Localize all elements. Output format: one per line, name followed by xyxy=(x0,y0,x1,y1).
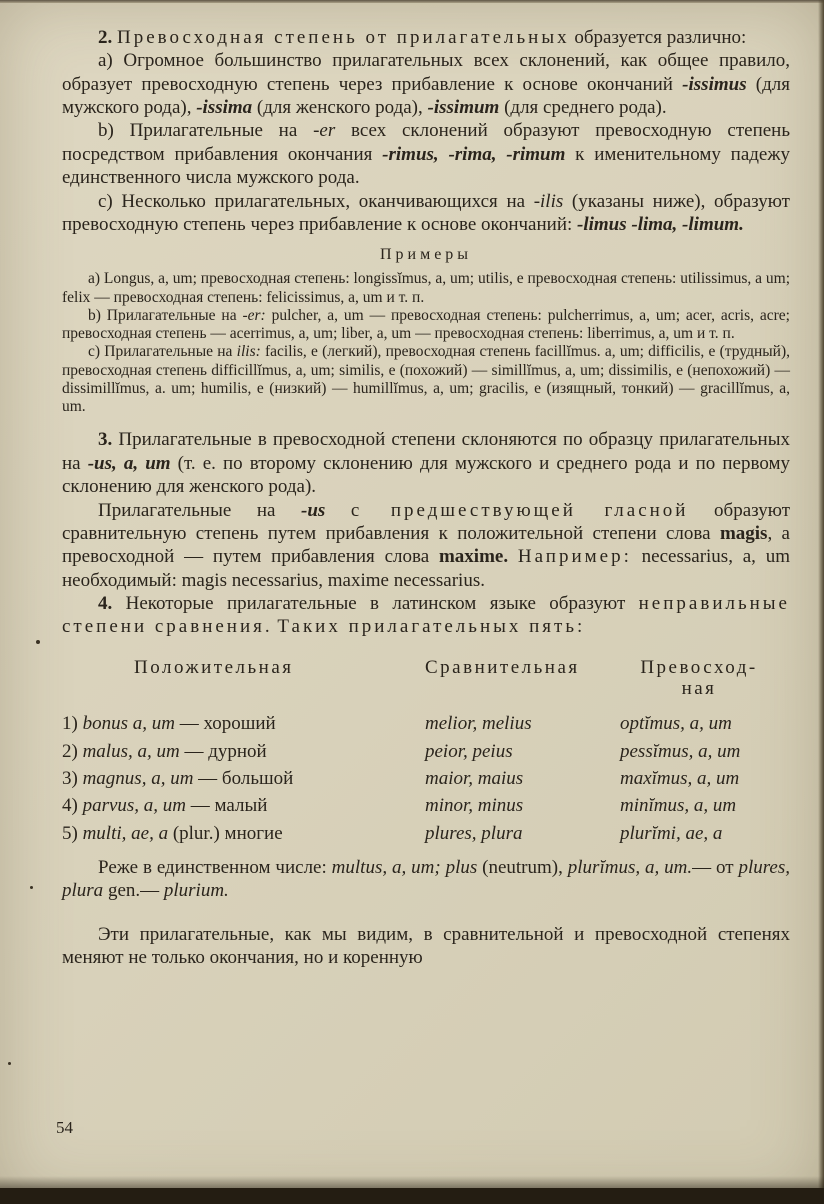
paragraph-4-irregular: 4. Некоторые прилагательные в латинском языке образуют неправильные степени сравнения. Таких прилагательных пять: xyxy=(62,593,790,638)
table-header-positive: Положительная xyxy=(134,656,294,678)
table-cell-superlative: optĭmus, a, um xyxy=(620,713,732,735)
table-cell-comparative: peior, peius xyxy=(425,740,513,762)
table-cell-superlative: pessĭmus, a, um xyxy=(620,740,741,762)
scan-speck xyxy=(30,886,33,889)
table-cell-positive: 2) malus, a, um — дурной xyxy=(62,740,267,762)
example-a: а) Longus, a, um; превосходная степень: longissĭmus, a, um; utilis, e превосходная степень: utilissimus, a um; felix — превосходная степень: felicissimus, a, um и т. п. xyxy=(62,270,790,306)
paragraph-2a-issimus: а) Огромное большинство прилагательных всех склонений, как общее правило, образует превосходную степень через прибавление к основе окончаний -issimus (для мужского рода), -issima (для женского рода), -issimum (для среднего рода). xyxy=(62,50,790,119)
page-number: 54 xyxy=(56,1118,73,1137)
paragraph-3-declension: 3. Прилагательные в превосходной степени склоняются по образцу прилагательных на -us, a, um (т. е. по второму склонению для мужского и среднего рода и по первому склонению для женского рода). xyxy=(62,429,790,498)
table-cell-comparative: plures, plura xyxy=(425,822,523,844)
table-cell-comparative: maior, maius xyxy=(425,767,524,789)
table-cell-positive: 5) multi, ae, a (plur.) многие xyxy=(62,822,283,844)
table-cell-positive: 4) parvus, a, um — малый xyxy=(62,795,268,817)
table-cell-positive: 3) magnus, a, um — большой xyxy=(62,767,294,789)
scan-speck xyxy=(8,1062,11,1065)
page-edge-top xyxy=(0,0,824,3)
scan-speck xyxy=(36,640,40,644)
paragraph-singular-note: Реже в единственном числе: multus, a, um; plus (neutrum), plurĭmus, a, um.— от plures, plura gen.— plurium. xyxy=(62,856,790,902)
examples-heading: Примеры xyxy=(379,246,473,264)
paragraph-3b-magis-maxime: Прилагательные на -us с предшествующей гласной образуют сравнительную степень путем прибавления к положительной степени слова magis, а превосходной — путем прибавления слова maxime. Например: necessarius, a, um необходимый: magis necessarius, maxime necessarius. xyxy=(62,499,790,591)
paragraph-final: Эти прилагательные, как мы видим, в сравнительной и превосходной степенях меняют не только окончания, но и коренную xyxy=(62,923,790,968)
comparison-table xyxy=(62,657,790,846)
paragraph-2b-rimus: b) Прилагательные на -er всех склонений образуют превосходную степень посредством прибавления окончания -rimus, -rima, -rimum к именительному падежу единственного числа мужского рода. xyxy=(62,120,790,189)
page-edge-right xyxy=(818,0,824,1204)
example-b: b) Прилагательные на -er: pulcher, a, um — превосходная степень: pulcherrimus, a, um; acer, acris, acre; превосходная степень — acerrimus, a, um; liber, a, um — превосходная степень: liberrimus, a, um и т. п. xyxy=(62,306,790,343)
table-cell-comparative: melior, melius xyxy=(425,713,532,735)
examples-block xyxy=(62,270,790,416)
paragraph-2c-limus: с) Несколько прилагательных, оканчивающихся на -ilis (указаны ниже), образуют превосходную степень через прибавление к основе окончаний: -limus -lima, -limum. xyxy=(62,190,790,235)
table-cell-superlative: maxĭmus, a, um xyxy=(620,767,740,789)
example-c: c) Прилагательные на ilis: facilis, e (легкий), превосходная степень facillĭmus. a, um; difficilis, e (трудный), превосходная степень difficillĭmus, a, um; similis, e (похожий) — simillĭmus, a, um; dissimilis, e (непохожий) — dissimillĭmus, a. um; humilis, e (низкий) — humillĭmus, a, um; gracilis, e (изящный, тонкий) — gracillĭmus, a, um. xyxy=(62,343,791,416)
page-edge-bottom xyxy=(0,1188,824,1204)
table-cell-comparative: minor, minus xyxy=(425,795,524,817)
table-cell-superlative: minĭmus, a, um xyxy=(620,795,737,817)
table-cell-superlative: plurĭmi, ae, a xyxy=(620,822,723,844)
table-header-superlative: Превосход- ная xyxy=(640,656,758,699)
table-header-comparative: Сравнительная xyxy=(425,656,580,678)
page-edge-bottom-shadow xyxy=(0,1176,824,1188)
page-content xyxy=(62,26,790,969)
table-cell-positive: 1) bonus a, um — хороший xyxy=(62,713,276,735)
paragraph-2-superlative-rule: 2. Превосходная степень от прилагательных образуется различно: xyxy=(98,27,747,48)
